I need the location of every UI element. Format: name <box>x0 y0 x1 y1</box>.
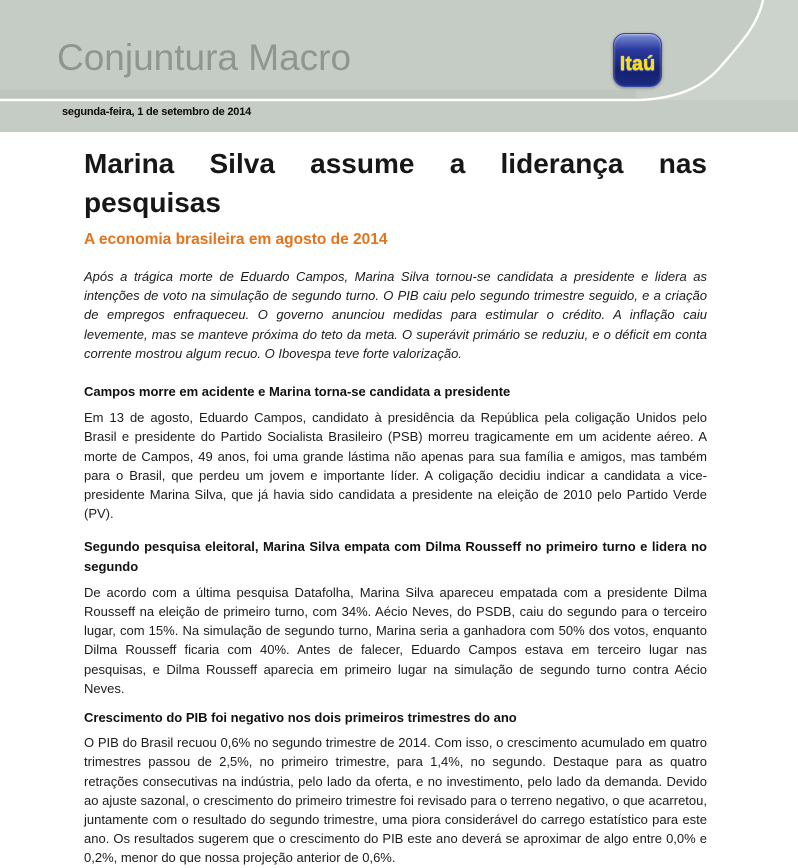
section-body: Em 13 de agosto, Eduardo Campos, candidato à presidência da República pela coligação Unidos pelo Brasil e presidente do Partido Socialista Brasileiro (PSB) morreu tragicamente em um acidente aéreo. A morte de Campos, 49 anos, foi uma grande lástima não apenas para sua família e amigos, mas também para o Brasil, que perdeu um jovem e importante líder. A coligação decidiu indicar a candidata a vice-presidente Marina Silva, que já havia sido candidata a presidente na eleição de 2010 pelo Partido Verde (PV). <box>84 410 707 522</box>
summary-paragraph: Após a trágica morte de Eduardo Campos, Marina Silva tornou-se candidata a presidente e lidera as intenções de voto na simulação de segundo turno. O PIB caiu pelo segundo trimestre seguido, e a criação de empregos enfraqueceu. O governo anunciou medidas para estimular o crédito. A inflação caiu levemente, mas se manteve próxima do teto da meta. O superávit primário se reduziu, e o déficit em conta corrente mostrou algum recuo. O Ibovespa teve forte valorização. <box>84 269 707 361</box>
section-heading: Segundo pesquisa eleitoral, Marina Silva empata com Dilma Rousseff no primeiro turno e lidera no segundo <box>84 539 707 574</box>
publication-title: Conjuntura Macro <box>57 37 352 78</box>
section-body: O PIB do Brasil recuou 0,6% no segundo trimestre de 2014. Com isso, o crescimento acumulado em quatro trimestres passou de 2,5%, no primeiro trimestre, para 1,4%, no segundo. Destaque para as quatro retrações consecutivas na indústria, pelo lado da oferta, e no investimento, pelo lado da demanda. Devido ao ajuste sazonal, o crescimento do primeiro trimestre foi revisado para o terreno negativo, o que acarretou, juntamente com o resultado do segundo trimestre, uma piora considerável do carrego estatístico para este ano. Os resultados sugerem que o crescimento do PIB este ano deverá se aproximar de algo entre 0,0% e 0,2%, menor do que nossa projeção anterior de 0,6%. <box>84 735 707 866</box>
date-line: segunda-feira, 1 de setembro de 2014 <box>62 106 252 118</box>
article-title: Marina Silva assume a liderança nas pesquisas <box>84 148 707 218</box>
section-pib <box>84 708 707 868</box>
article <box>84 132 707 868</box>
article-subtitle: A economia brasileira em agosto de 2014 <box>84 231 388 248</box>
section-body: De acordo com a última pesquisa Datafolha, Marina Silva apareceu empatada com a presidente Dilma Rousseff na eleição de primeiro turno, com 34%. Aécio Neves, do PSDB, caiu do segundo para o terceiro lugar, com 15%. Na simulação de segundo turno, Marina seria a ganhadora com 50% dos votos, enquanto Dilma Rousseff ficaria com 40%. Antes de falecer, Eduardo Campos estava em terceiro lugar nas pesquisas, e Dilma Rousseff aparecia em primeiro lugar na simulação de segundo turno contra Aécio Neves. <box>84 584 707 696</box>
section-campos <box>84 382 707 523</box>
section-heading: Campos morre em acidente e Marina torna-se candidata a presidente <box>84 384 511 400</box>
itau-logo-text: Itaú <box>619 52 656 75</box>
section-pesquisa <box>84 537 707 698</box>
section-heading: Crescimento do PIB foi negativo nos dois primeiros trimestres do ano <box>84 710 517 726</box>
masthead <box>0 0 798 132</box>
itau-logo-icon <box>613 33 662 87</box>
